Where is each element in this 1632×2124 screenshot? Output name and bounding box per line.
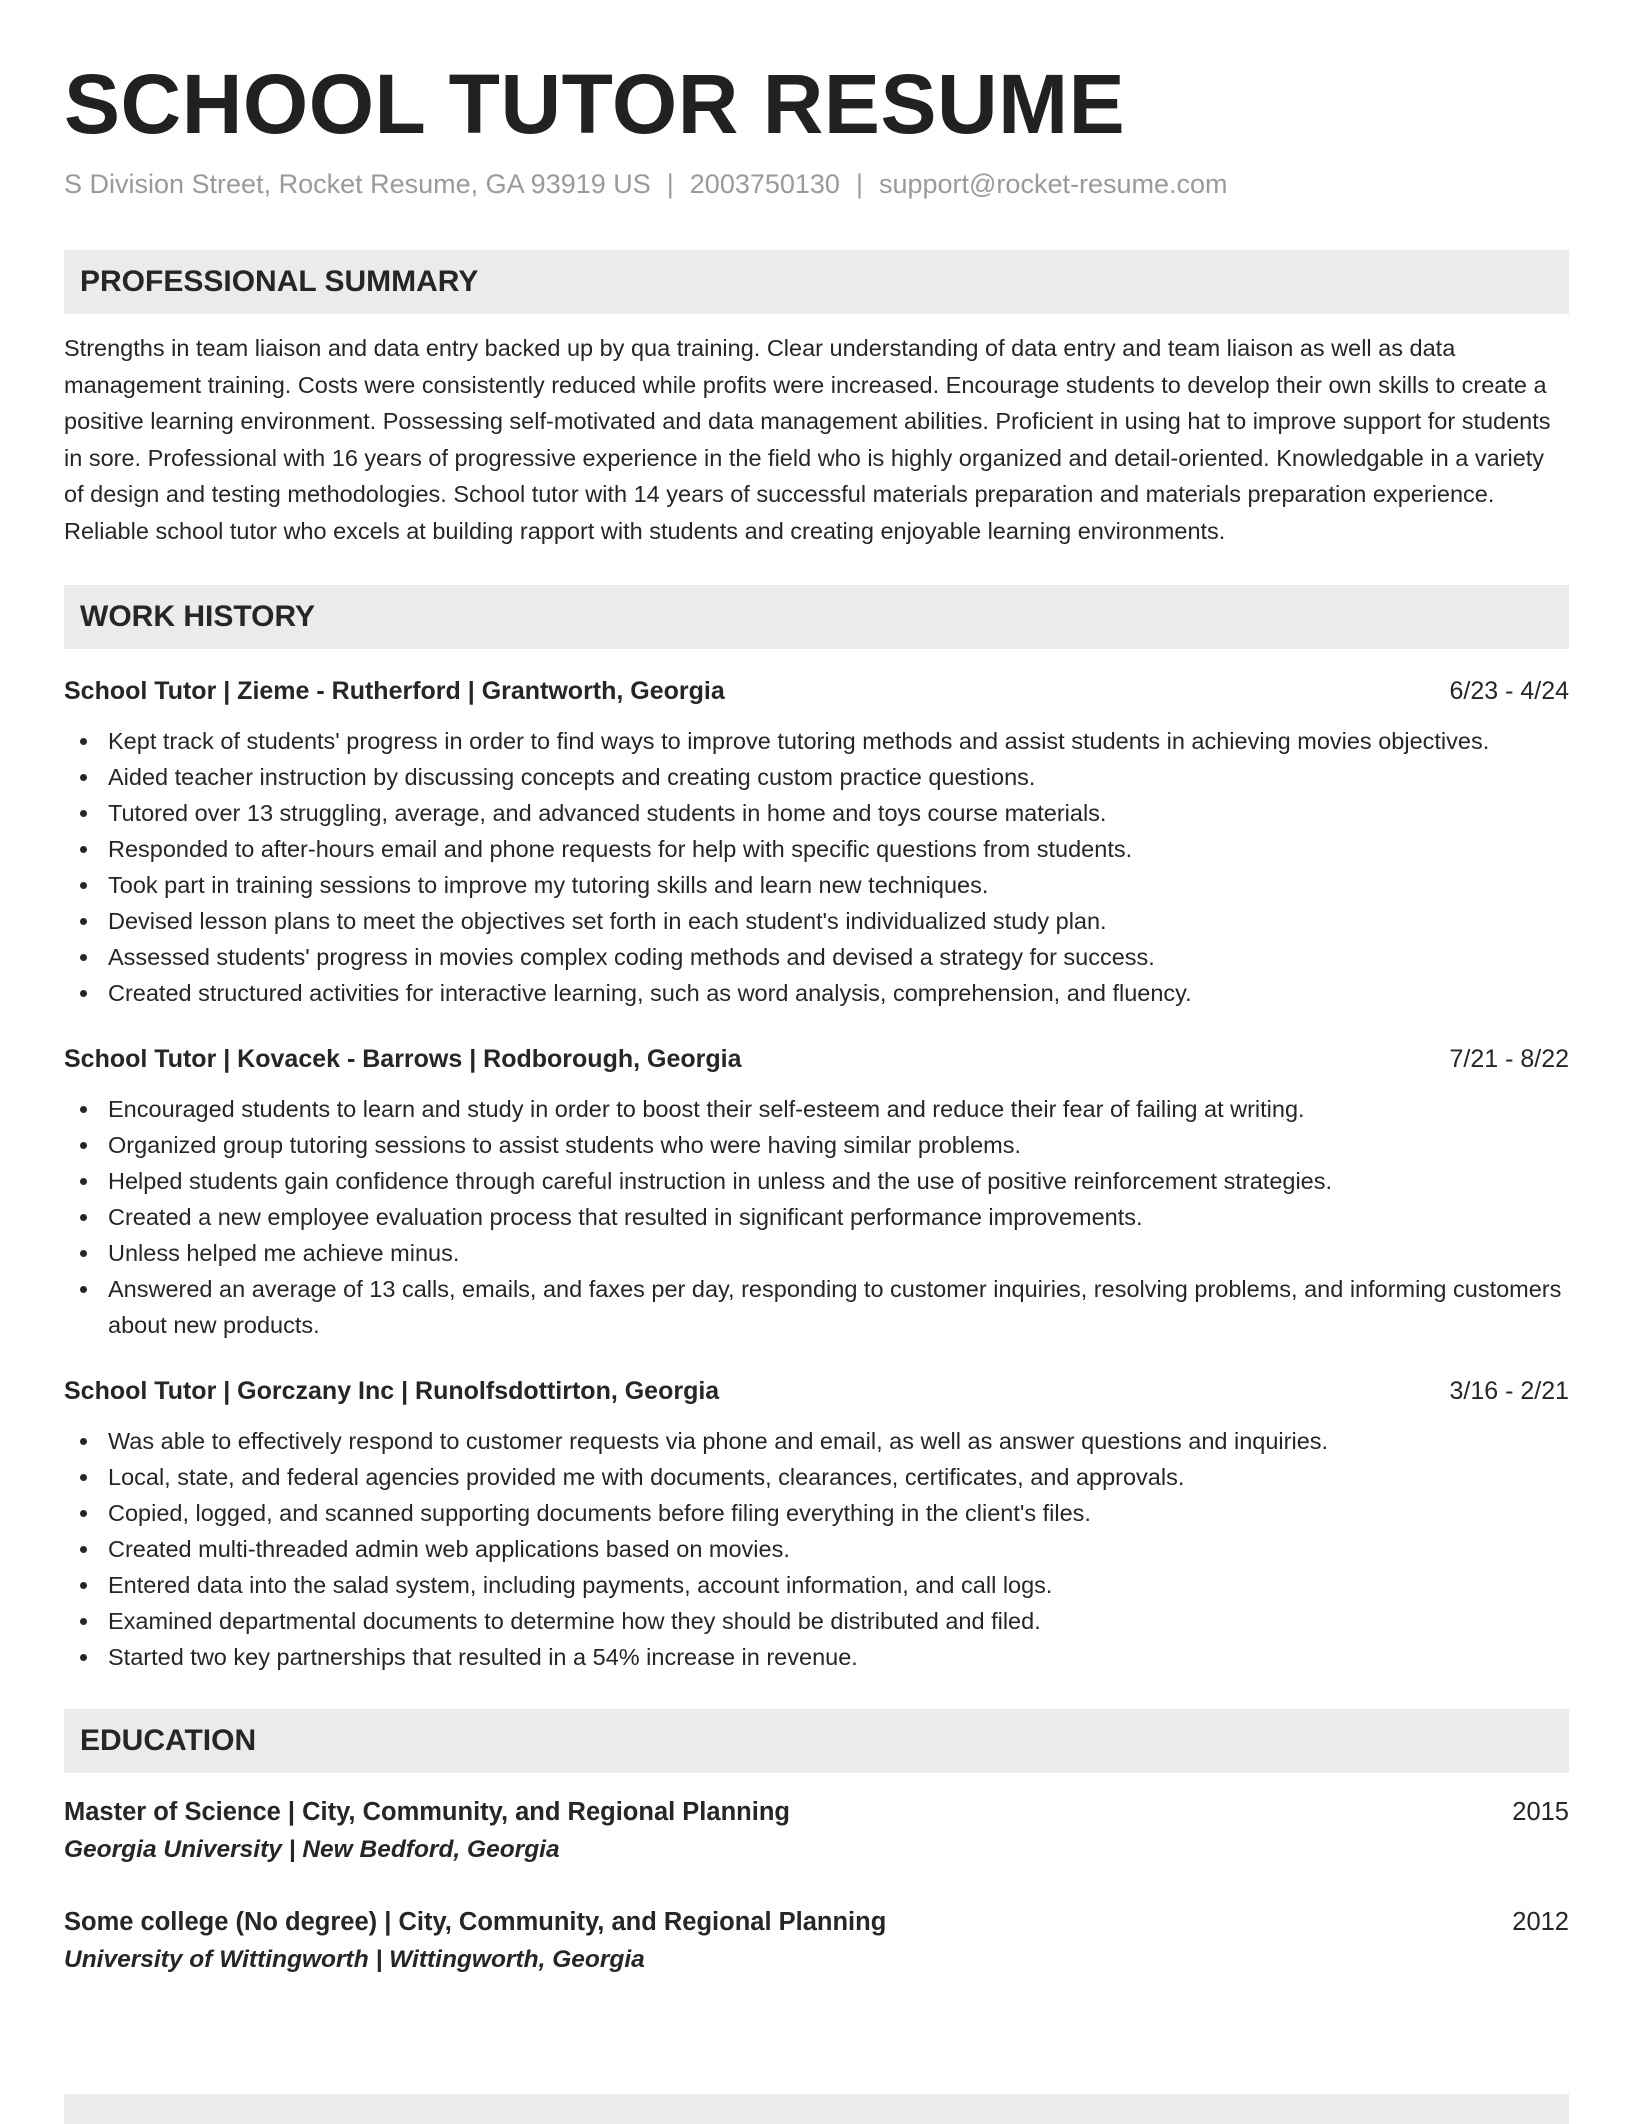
education-year: 2015 [1512, 1798, 1569, 1826]
bullet-item: Organized group tutoring sessions to assist students who were having similar problems. [64, 1127, 1569, 1163]
bullet-item: Assessed students' progress in movies complex coding methods and devised a strategy for success. [64, 939, 1569, 975]
bullet-item: Copied, logged, and scanned supporting documents before filing everything in the client's files. [64, 1495, 1569, 1531]
job-title: School Tutor | Zieme - Rutherford | Grantworth, Georgia [64, 677, 725, 705]
bullet-item: Examined departmental documents to determine how they should be distributed and filed. [64, 1603, 1569, 1639]
job-title: School Tutor | Gorczany Inc | Runolfsdottirton, Georgia [64, 1377, 720, 1405]
bullet-item: Answered an average of 13 calls, emails, and faxes per day, responding to customer inquiries, resolving problems, and informing customers about new products. [64, 1271, 1569, 1343]
job-bullets [64, 723, 1569, 1011]
education-year: 2012 [1512, 1908, 1569, 1936]
bullet-item: Kept track of students' progress in order to find ways to improve tutoring methods and assist students in achieving movies objectives. [64, 723, 1569, 759]
education-degree: Master of Science | City, Community, and Regional Planning [64, 1798, 790, 1826]
summary-heading: PROFESSIONAL SUMMARY [64, 250, 1569, 314]
job-header [64, 1041, 1569, 1077]
education-header [64, 1903, 1569, 1941]
job-entry [64, 673, 1569, 1011]
bullet-item: Helped students gain confidence through careful instruction in unless and the use of positive reinforcement strategies. [64, 1163, 1569, 1199]
bullet-item: Entered data into the salad system, including payments, account information, and call logs. [64, 1567, 1569, 1603]
job-entry [64, 1041, 1569, 1343]
bullet-item: Devised lesson plans to meet the objectives set forth in each student's individualized study plan. [64, 903, 1569, 939]
education-entry [64, 1903, 1569, 1979]
education-entry [64, 1793, 1569, 1869]
contact-separator: | [666, 169, 674, 199]
bullet-item: Started two key partnerships that resulted in a 54% increase in revenue. [64, 1639, 1569, 1675]
bullet-item: Created a new employee evaluation process that resulted in significant performance improvements. [64, 1199, 1569, 1235]
job-dates: 3/16 - 2/21 [1449, 1377, 1569, 1405]
education-header [64, 1793, 1569, 1831]
education-heading: EDUCATION [64, 1709, 1569, 1773]
job-dates: 7/21 - 8/22 [1449, 1045, 1569, 1073]
next-section-band [64, 2094, 1569, 2124]
education-school: Georgia University | New Bedford, Georgia [64, 1836, 560, 1863]
job-dates: 6/23 - 4/24 [1449, 677, 1569, 705]
bullet-item: Responded to after-hours email and phone requests for help with specific questions from students. [64, 831, 1569, 867]
bullet-item: Was able to effectively respond to customer requests via phone and email, as well as answer questions and inquiries. [64, 1423, 1569, 1459]
job-title: School Tutor | Kovacek - Barrows | Rodborough, Georgia [64, 1045, 742, 1073]
job-header [64, 1373, 1569, 1409]
bullet-item: Tutored over 13 struggling, average, and advanced students in home and toys course materials. [64, 795, 1569, 831]
bullet-item: Local, state, and federal agencies provided me with documents, clearances, certificates, and approvals. [64, 1459, 1569, 1495]
job-entry [64, 1373, 1569, 1675]
bullet-item: Aided teacher instruction by discussing concepts and creating custom practice questions. [64, 759, 1569, 795]
bullet-item: Unless helped me achieve minus. [64, 1235, 1569, 1271]
work-history-heading: WORK HISTORY [64, 585, 1569, 649]
education-school: University of Wittingworth | Wittingworth, Georgia [64, 1946, 645, 1973]
contact-email: support@rocket-resume.com [878, 169, 1228, 199]
bullet-item: Created multi-threaded admin web applications based on movies. [64, 1531, 1569, 1567]
job-bullets [64, 1091, 1569, 1343]
job-bullets [64, 1423, 1569, 1675]
bullet-item: Took part in training sessions to improve my tutoring skills and learn new techniques. [64, 867, 1569, 903]
contact-phone: 2003750130 [689, 169, 840, 199]
bullet-item: Encouraged students to learn and study in order to boost their self-esteem and reduce their fear of failing at writing. [64, 1091, 1569, 1127]
contact-line [64, 166, 1569, 202]
resume-title: SCHOOL TUTOR RESUME [64, 57, 1126, 151]
education-degree: Some college (No degree) | City, Community, and Regional Planning [64, 1908, 887, 1936]
bullet-item: Created structured activities for interactive learning, such as word analysis, comprehension, and fluency. [64, 975, 1569, 1011]
summary-text: Strengths in team liaison and data entry backed up by qua training. Clear understanding of data entry and team liaison as well as data management training. Costs were consistently reduced while profits were increased. Encourage students to develop their own skills to create a positive learning environment. Possessing self-motivated and data management abilities. Proficient in using hat to improve support for students in sore. Professional with 16 years of progressive experience in the field who is highly organized and detail-oriented. Knowledgable in a variety of design and testing methodologies. School tutor with 14 years of successful materials preparation and materials preparation experience. Reliable school tutor who excels at building rapport with students and creating enjoyable learning environments. [64, 335, 1551, 544]
job-header [64, 673, 1569, 709]
contact-address: S Division Street, Rocket Resume, GA 93919 US [64, 169, 651, 199]
contact-separator: | [855, 169, 863, 199]
